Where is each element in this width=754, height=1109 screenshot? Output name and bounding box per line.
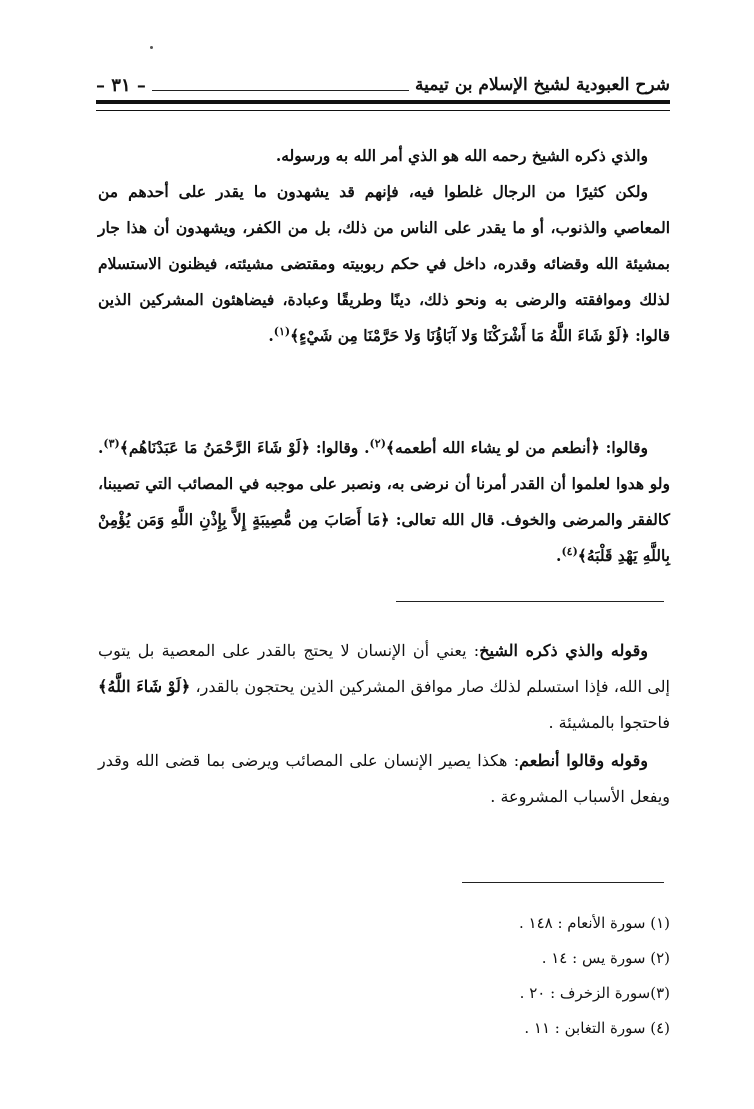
section-divider bbox=[396, 601, 664, 602]
footnote-2: (٢) سورة يس : ١٤ . bbox=[541, 949, 670, 967]
verse-1: ﴿لَوْ شَاءَ اللَّهُ مَا أَشْرَكْنَا وَلا آبَاؤُنَا وَلا حَرَّمْنَا مِن شَيْءٍ﴾ bbox=[290, 326, 630, 345]
paragraph-1-text: والذي ذكره الشيخ رحمه الله هو الذي أمر الله به ورسوله. bbox=[275, 146, 648, 165]
footnote-divider bbox=[462, 882, 664, 883]
verse-4: ﴿مَا أَصَابَ مِن مُّصِيبَةٍ إِلاَّ بِإِذْنِ اللَّهِ وَمَن يُؤْمِنْ بِاللَّهِ يَهْدِ قَلْبَهُ﴾ bbox=[98, 510, 670, 565]
paragraph-3-text-c: . ولو هدوا لعلموا أن القدر أمرنا أن نرضى به، ونصبر على موجبه في المصائب التي تصيبنا، كالفقر والمرضى والخوف. قال الله تعالى: bbox=[98, 438, 670, 529]
paragraph-2-text: ولكن كثيرًا من الرجال غلطوا فيه، فإنهم قد يشهدون ما يقدر على أحدهم من المعاصي والذنوب، أو ما يقدر على الناس من ذلك، بل من الكفر، ويشهدون أن هذا جار بمشيئة الله وقضائه وقدره، داخل في حكم ربوبيته ومقتضى مشيئته، فيظنون الاستسلام لذلك وموافقته والرضى به ونحو ذلك، دينًا وطريقًا وعبادة، فيضاهئون المشركين الذين قالوا: bbox=[98, 182, 670, 345]
commentary-1-text-b: فاحتجوا بالمشيئة . bbox=[548, 713, 670, 732]
page-speck bbox=[150, 46, 153, 49]
paragraph-2-end: . bbox=[268, 326, 274, 345]
footnote-1: (١) سورة الأنعام : ١٤٨ . bbox=[518, 914, 670, 932]
footnote-ref-2[interactable]: (٢) bbox=[369, 436, 386, 450]
paragraph-3-text-b: . وقالوا: bbox=[315, 438, 370, 457]
page-number: – ٣١ – bbox=[96, 74, 146, 96]
main-paragraph-3 bbox=[98, 430, 670, 585]
footnote-ref-3[interactable]: (٣) bbox=[103, 436, 120, 450]
header-title: شرح العبودية لشيخ الإسلام بن تيمية bbox=[414, 75, 670, 95]
verse-2: ﴿أنطعم من لو يشاء الله أطعمه﴾ bbox=[385, 438, 600, 457]
commentary-1-label: وقوله والذي ذكره الشيخ bbox=[479, 641, 648, 660]
paragraph-3-text-a: وقالوا: bbox=[605, 438, 649, 457]
header-double-rule bbox=[96, 100, 670, 111]
commentary-1-verse: ﴿لَوْ شَاءَ اللَّهُ﴾ bbox=[98, 677, 191, 696]
running-header bbox=[96, 70, 670, 100]
commentary-1-text-a: : يعني أن الإنسان لا يحتج بالقدر على المعصية بل يتوب إلى الله، فإذا استسلم لذلك صار موافق المشركين الذين يحتجون بالقدر، bbox=[98, 641, 670, 696]
footnote-4: (٤) سورة التغابن : ١١ . bbox=[524, 1019, 670, 1037]
footnote-ref-4[interactable]: (٤) bbox=[561, 544, 578, 558]
footnote-ref-1[interactable]: (١) bbox=[273, 324, 291, 338]
main-paragraph-2 bbox=[98, 174, 670, 365]
paragraph-3-end: . bbox=[556, 546, 562, 565]
commentary-section bbox=[98, 633, 670, 817]
header-leader-line bbox=[152, 90, 409, 91]
footnotes bbox=[300, 906, 670, 1046]
verse-3: ﴿لَوْ شَاءَ الرَّحْمَنُ مَا عَبَدْنَاهُم﴾ bbox=[119, 438, 310, 457]
commentary-2-label: وقوله وقالوا أنطعم bbox=[519, 751, 648, 770]
footnote-3: (٣)سورة الزخرف : ٢٠ . bbox=[519, 984, 670, 1002]
commentary-2-text: : هكذا يصير الإنسان على المصائب ويرضى بما قضى الله وقدر ويفعل الأسباب المشروعة . bbox=[98, 751, 670, 806]
